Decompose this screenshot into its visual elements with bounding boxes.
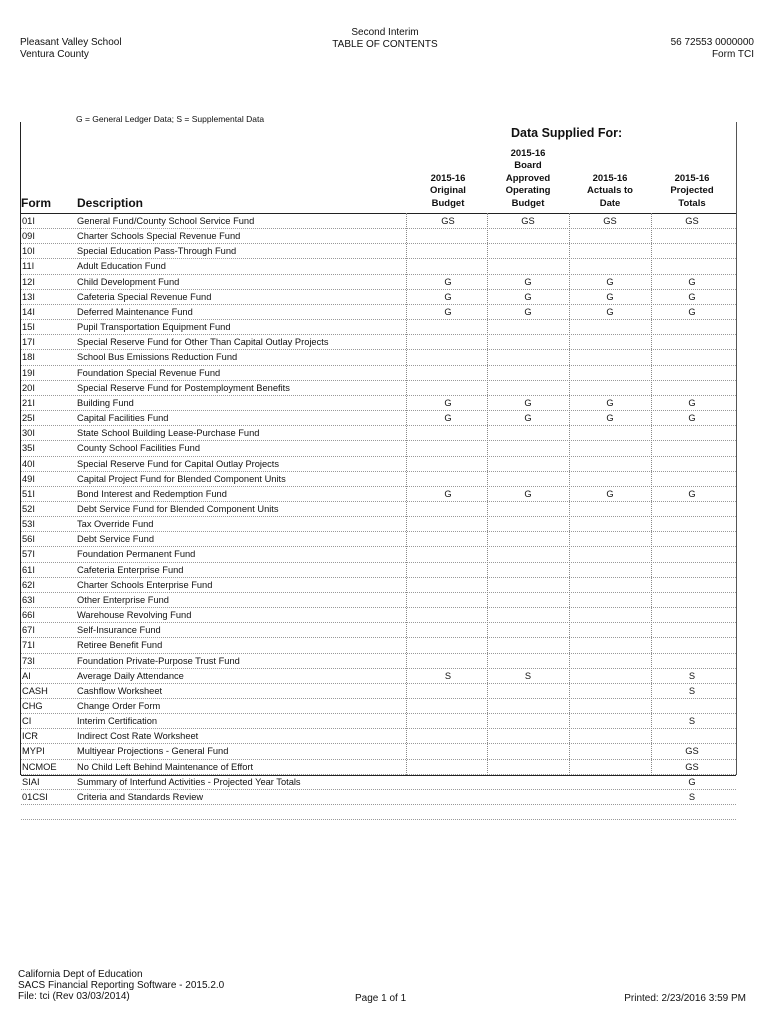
report-period: Second Interim bbox=[351, 27, 419, 38]
table-row bbox=[21, 517, 736, 532]
col-divider bbox=[651, 213, 652, 775]
form-code: 12I bbox=[22, 276, 35, 287]
data-flag-cell: G bbox=[606, 306, 614, 317]
table-row bbox=[21, 638, 736, 653]
form-code: 71I bbox=[22, 640, 35, 651]
data-flag-cell: G bbox=[688, 776, 696, 787]
table-row bbox=[21, 623, 736, 638]
form-description: Special Reserve Fund for Capital Outlay Projects bbox=[77, 458, 280, 469]
form-code: 13I bbox=[22, 291, 35, 302]
col-header-original-budget bbox=[413, 146, 483, 210]
data-flag-cell: G bbox=[688, 276, 696, 287]
data-flag-cell: S bbox=[688, 791, 696, 802]
col-header-line: 2015-16 bbox=[430, 172, 466, 184]
form-code: 73I bbox=[22, 655, 35, 666]
form-description: Criteria and Standards Review bbox=[77, 791, 204, 802]
data-flag-cell: G bbox=[688, 413, 696, 424]
table-row bbox=[21, 593, 736, 608]
col-header-line: Budget bbox=[431, 197, 465, 209]
table-row bbox=[21, 472, 736, 487]
data-flag-cell: G bbox=[524, 306, 532, 317]
table-row bbox=[21, 699, 736, 714]
data-flag-cell: G bbox=[524, 397, 532, 408]
form-code: 62I bbox=[22, 579, 35, 590]
data-supplied-heading: Data Supplied For: bbox=[511, 126, 623, 140]
header-right bbox=[671, 37, 754, 61]
data-flag-cell: G bbox=[444, 306, 452, 317]
data-flag-cell: G bbox=[688, 306, 696, 317]
data-flag-cell: S bbox=[688, 685, 696, 696]
form-id: Form TCI bbox=[711, 49, 754, 60]
header-center bbox=[0, 27, 770, 51]
form-description: No Child Left Behind Maintenance of Effort bbox=[77, 761, 254, 772]
table-row bbox=[21, 608, 736, 623]
data-flag-cell: GS bbox=[441, 216, 455, 226]
form-description: Debt Service Fund bbox=[77, 534, 154, 545]
table-row bbox=[21, 744, 736, 759]
data-flag-cell: GS bbox=[521, 216, 535, 226]
table-row bbox=[21, 578, 736, 593]
data-flag-cell: G bbox=[524, 276, 532, 287]
form-description: Child Development Fund bbox=[77, 276, 180, 287]
data-flag-cell: G bbox=[688, 488, 696, 499]
data-flag-cell: G bbox=[606, 276, 614, 287]
form-code: 57I bbox=[22, 549, 35, 560]
table-row bbox=[21, 502, 736, 517]
table-row bbox=[21, 457, 736, 472]
form-description: Capital Project Fund for Blended Component Units bbox=[77, 473, 286, 484]
col-header-line: Actuals to bbox=[587, 185, 633, 196]
form-code: MYPI bbox=[22, 746, 45, 757]
col-header-line: 2015-16 bbox=[674, 172, 710, 184]
table-row bbox=[21, 684, 736, 699]
form-code: 40I bbox=[22, 458, 35, 469]
table-row bbox=[21, 441, 736, 456]
form-code: 30I bbox=[22, 428, 35, 439]
data-flag-cell: GS bbox=[685, 746, 699, 757]
form-description: Warehouse Revolving Fund bbox=[77, 610, 192, 621]
form-description: Foundation Permanent Fund bbox=[77, 549, 196, 560]
table-row bbox=[21, 381, 736, 396]
form-description: Cafeteria Enterprise Fund bbox=[77, 564, 184, 575]
form-description: Capital Facilities Fund bbox=[77, 413, 169, 424]
form-description: Special Reserve Fund for Postemployment Benefits bbox=[77, 382, 290, 393]
table-row bbox=[21, 714, 736, 729]
form-description: County School Facilities Fund bbox=[77, 443, 200, 454]
form-description: Multiyear Projections - General Fund bbox=[77, 746, 229, 757]
table-row bbox=[21, 290, 736, 305]
form-code: CHG bbox=[22, 701, 43, 711]
form-description: Other Enterprise Fund bbox=[77, 594, 169, 605]
form-description: Deferred Maintenance Fund bbox=[77, 306, 193, 317]
form-description: Special Reserve Fund for Other Than Capital Outlay Projects bbox=[77, 337, 329, 348]
footer-left bbox=[18, 969, 224, 1002]
district-code: 56 72553 0000000 bbox=[670, 37, 754, 48]
table-row bbox=[21, 305, 736, 320]
data-flag-cell: G bbox=[524, 413, 532, 424]
form-code: ICR bbox=[22, 731, 39, 742]
table-row bbox=[21, 805, 736, 820]
table-row bbox=[21, 244, 736, 259]
table-row bbox=[21, 654, 736, 669]
table-body bbox=[21, 213, 736, 820]
table-row bbox=[21, 547, 736, 562]
description-column-header: Description bbox=[77, 196, 144, 210]
table-row bbox=[21, 760, 736, 775]
table-bottom-rule bbox=[21, 775, 736, 776]
table-row bbox=[21, 487, 736, 502]
form-description: Charter Schools Special Revenue Fund bbox=[77, 231, 241, 242]
col-header-projected bbox=[657, 146, 727, 210]
table-row bbox=[21, 259, 736, 274]
county-name: Ventura County bbox=[20, 49, 89, 60]
form-code: 15I bbox=[22, 322, 35, 333]
col-header-line: Budget bbox=[511, 197, 545, 209]
form-code: 11I bbox=[22, 261, 35, 272]
form-description: Indirect Cost Rate Worksheet bbox=[77, 731, 199, 742]
col-header-line: Projected bbox=[670, 185, 714, 196]
form-description: Cafeteria Special Revenue Fund bbox=[77, 291, 212, 302]
footer-software: SACS Financial Reporting Software - 2015.2.0 bbox=[18, 980, 225, 991]
form-code: 61I bbox=[22, 564, 35, 575]
form-description: Bond Interest and Redemption Fund bbox=[77, 488, 227, 499]
form-code: 53I bbox=[22, 519, 35, 530]
form-code: 21I bbox=[22, 397, 35, 408]
data-flag-cell: GS bbox=[685, 216, 699, 226]
col-divider bbox=[487, 213, 488, 775]
col-header-line: Operating bbox=[505, 185, 551, 196]
form-code: 66I bbox=[22, 610, 35, 621]
table-row bbox=[21, 350, 736, 365]
form-code: 09I bbox=[22, 231, 35, 242]
form-description: Change Order Form bbox=[77, 701, 161, 711]
col-header-line: Date bbox=[599, 197, 621, 209]
form-description: State School Building Lease-Purchase Fund bbox=[77, 428, 260, 439]
table-row bbox=[21, 320, 736, 335]
data-flag-cell: G bbox=[606, 413, 614, 424]
table-row bbox=[21, 396, 736, 411]
data-flag-cell: G bbox=[444, 413, 452, 424]
form-code: 51I bbox=[22, 488, 35, 499]
form-description: Cashflow Worksheet bbox=[77, 685, 163, 696]
table-row bbox=[21, 229, 736, 244]
table-row bbox=[21, 729, 736, 744]
form-description: Retiree Benefit Fund bbox=[77, 640, 163, 651]
data-flag-cell: G bbox=[444, 397, 452, 408]
col-header-actuals bbox=[575, 146, 645, 210]
col-header-line: Totals bbox=[678, 197, 706, 209]
table-row bbox=[21, 214, 736, 229]
col-divider bbox=[406, 213, 407, 775]
form-code: 35I bbox=[22, 443, 35, 454]
data-flag-cell: G bbox=[606, 291, 614, 302]
form-description: Foundation Private-Purpose Trust Fund bbox=[77, 655, 240, 666]
form-description: Interim Certification bbox=[77, 716, 158, 727]
form-code: 52I bbox=[22, 503, 35, 514]
col-header-line: Approved bbox=[505, 172, 551, 184]
data-flag-cell: S bbox=[444, 670, 452, 681]
data-flag-cell: S bbox=[688, 670, 696, 681]
table-row bbox=[21, 775, 736, 790]
data-flag-cell: G bbox=[688, 397, 696, 408]
printed-date: Printed: 2/23/2016 3:59 PM bbox=[624, 993, 746, 1004]
form-description: Debt Service Fund for Blended Component Units bbox=[77, 503, 279, 514]
table-row bbox=[21, 790, 736, 805]
table-row bbox=[21, 335, 736, 350]
col-header-line: 2015-16 bbox=[510, 147, 546, 159]
table-row bbox=[21, 669, 736, 684]
col-header-line: 2015-16 bbox=[592, 172, 628, 184]
data-flag-cell: S bbox=[524, 670, 532, 681]
data-flag-cell: GS bbox=[603, 216, 617, 226]
form-code: 18I bbox=[22, 352, 35, 363]
data-flag-cell: G bbox=[606, 488, 614, 499]
data-flag-cell: G bbox=[444, 291, 452, 302]
district-name: Pleasant Valley School bbox=[20, 37, 122, 48]
form-description: Tax Override Fund bbox=[77, 519, 154, 530]
form-description: Self-Insurance Fund bbox=[77, 625, 161, 636]
form-description: School Bus Emissions Reduction Fund bbox=[77, 352, 238, 363]
form-code: 56I bbox=[22, 534, 35, 545]
table-row bbox=[21, 563, 736, 578]
table-row bbox=[21, 275, 736, 290]
page-number: Page 1 of 1 bbox=[355, 993, 407, 1004]
col-header-line: Board bbox=[514, 160, 542, 171]
form-description: Average Daily Attendance bbox=[77, 670, 184, 681]
legend-note: G = General Ledger Data; S = Supplemental Data bbox=[76, 114, 265, 124]
data-flag-cell: G bbox=[444, 276, 452, 287]
form-description: Charter Schools Enterprise Fund bbox=[77, 579, 213, 590]
data-flag-cell: G bbox=[606, 397, 614, 408]
form-code: 25I bbox=[22, 413, 35, 424]
data-flag-cell: GS bbox=[685, 761, 699, 772]
table-row bbox=[21, 411, 736, 426]
table-row bbox=[21, 366, 736, 381]
form-code: 14I bbox=[22, 306, 35, 317]
toc-table bbox=[20, 122, 737, 802]
col-header-board-approved bbox=[493, 146, 563, 210]
col-divider bbox=[569, 213, 570, 775]
form-code: AI bbox=[22, 670, 31, 681]
form-code: 67I bbox=[22, 625, 35, 636]
form-code: 19I bbox=[22, 367, 35, 378]
form-code: 10I bbox=[22, 246, 35, 257]
form-description: Foundation Special Revenue Fund bbox=[77, 367, 221, 378]
data-flag-cell: G bbox=[688, 291, 696, 302]
form-description: Special Education Pass-Through Fund bbox=[77, 246, 237, 257]
data-flag-cell: G bbox=[524, 488, 532, 499]
table-row bbox=[21, 532, 736, 547]
form-description: Pupil Transportation Equipment Fund bbox=[77, 322, 231, 333]
form-code: 49I bbox=[22, 473, 35, 484]
form-code: CASH bbox=[22, 685, 48, 696]
form-code: NCMOE bbox=[22, 761, 57, 772]
form-code: 01CSI bbox=[22, 791, 48, 802]
form-description: General Fund/County School Service Fund bbox=[77, 216, 255, 226]
page-title: TABLE OF CONTENTS bbox=[332, 39, 438, 50]
table-row bbox=[21, 426, 736, 441]
form-code: 63I bbox=[22, 594, 35, 605]
form-code: SIAI bbox=[22, 776, 40, 787]
form-code: 20I bbox=[22, 382, 35, 393]
form-code: 17I bbox=[22, 337, 35, 348]
form-code: 01I bbox=[22, 216, 35, 226]
col-header-line: Original bbox=[430, 185, 466, 196]
form-code: CI bbox=[22, 716, 32, 727]
form-description: Summary of Interfund Activities - Projected Year Totals bbox=[77, 776, 301, 787]
form-description: Building Fund bbox=[77, 397, 134, 408]
data-flag-cell: G bbox=[524, 291, 532, 302]
form-description: Adult Education Fund bbox=[77, 261, 166, 272]
data-flag-cell: G bbox=[444, 488, 452, 499]
footer-agency: California Dept of Education bbox=[18, 969, 143, 980]
form-column-header: Form bbox=[21, 196, 51, 210]
footer-file: File: tci (Rev 03/03/2014) bbox=[18, 991, 130, 1002]
data-flag-cell: S bbox=[688, 716, 696, 727]
